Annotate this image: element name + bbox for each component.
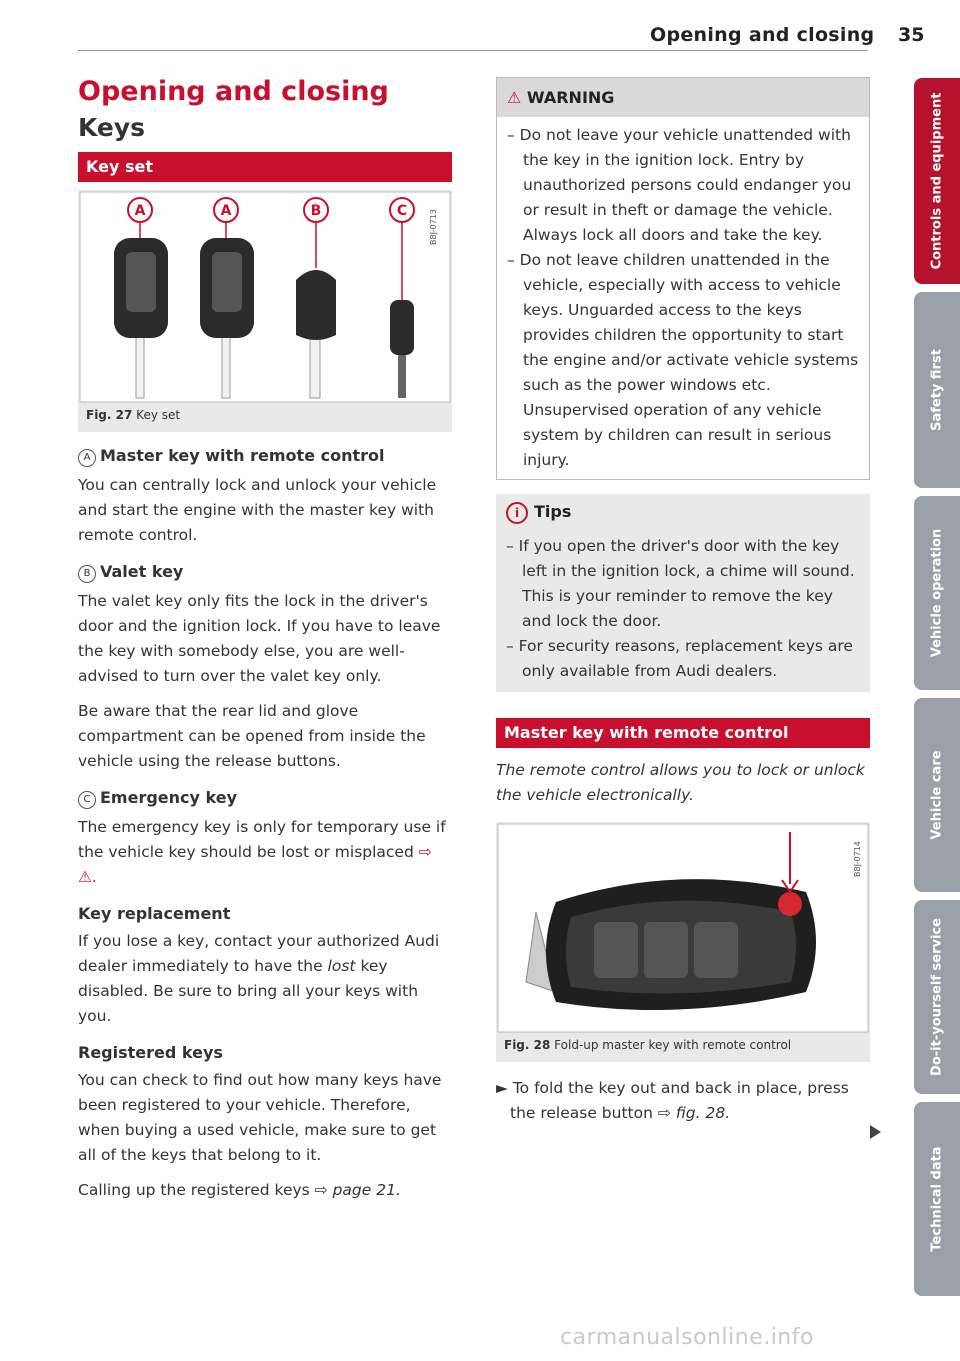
figure-28-caption: Fig. 28 Fold-up master key with remote control bbox=[504, 1038, 792, 1052]
figure-27 bbox=[78, 190, 452, 432]
registered-keys-text: You can check to find out how many keys have been registered to your vehicle. Therefore, when buying a used vehicle, make sure to get all of the keys that belong to it. bbox=[78, 1071, 442, 1164]
remote-key-image bbox=[496, 822, 870, 1034]
key-set-illustration bbox=[78, 190, 452, 404]
section-bar-key-set: Key set bbox=[78, 152, 452, 182]
key-replacement-text: If you lose a key, contact your authorized Audi dealer immediately to have the lost key disabled. Be sure to bring all your keys with you. bbox=[78, 932, 440, 1025]
sidebar-tab-care[interactable]: Vehicle care bbox=[914, 698, 960, 892]
callout-c: C bbox=[396, 203, 408, 219]
tips-body bbox=[496, 532, 870, 692]
tips-item-2: – For security reasons, replacement keys are only available from Audi dealers. bbox=[506, 637, 853, 680]
marker-a-icon: A bbox=[78, 449, 96, 467]
page-number: 35 bbox=[898, 24, 925, 46]
left-column bbox=[78, 70, 452, 1213]
sidebar-tab-technical[interactable]: Technical data bbox=[914, 1102, 960, 1296]
warning-ref-link[interactable]: ⇨ ⚠. bbox=[78, 843, 432, 886]
valet-key-heading: B Valet key bbox=[78, 562, 452, 583]
info-icon: i bbox=[506, 502, 528, 524]
master-key-text: You can centrally lock and unlock your vehicle and start the engine with the master key with remote control. bbox=[78, 476, 437, 544]
valet-key-text-2: Be aware that the rear lid and glove compartment can be opened from inside the vehicle using the release buttons. bbox=[78, 702, 426, 770]
callout-b: B bbox=[310, 203, 322, 219]
emergency-key-heading: C Emergency key bbox=[78, 788, 452, 809]
registered-keys-call: Calling up the registered keys ⇨ page 21. bbox=[78, 1181, 401, 1199]
master-key-intro: The remote control allows you to lock or unlock the vehicle electronically. bbox=[496, 761, 865, 804]
running-title: Opening and closing bbox=[650, 24, 875, 46]
sidebar-tab-operation[interactable]: Vehicle operation bbox=[914, 496, 960, 690]
callout-a1: A bbox=[134, 203, 146, 219]
registered-keys-heading: Registered keys bbox=[78, 1043, 223, 1062]
section-title: Keys bbox=[78, 113, 146, 142]
warning-box bbox=[496, 77, 870, 480]
tips-item-1: – If you open the driver's door with the key left in the ignition lock, a chime will sound. This is your reminder to remove the key and lock the door. bbox=[506, 537, 855, 630]
fig-ref-link[interactable]: ⇨ fig. 28. bbox=[657, 1104, 731, 1122]
sidebar-tab-safety[interactable]: Safety first bbox=[914, 292, 960, 488]
tips-header: i Tips bbox=[496, 494, 870, 532]
sidebar-tab-controls[interactable]: Controls and equipment bbox=[914, 78, 960, 284]
warning-header: ⚠ WARNING bbox=[497, 78, 869, 117]
emergency-key-text: The emergency key is only for temporary use if the vehicle key should be lost or misplaced ⇨ ⚠. bbox=[78, 818, 446, 886]
tips-box bbox=[496, 494, 870, 692]
figure-28 bbox=[496, 822, 870, 1062]
figure-28-code: B8J-0714 bbox=[853, 841, 862, 877]
figure-code: B8J-0713 bbox=[429, 209, 438, 245]
section-bar-master-key: Master key with remote control bbox=[496, 718, 870, 748]
watermark: carmanualsonline.info bbox=[560, 1325, 814, 1350]
chapter-title: Opening and closing bbox=[78, 76, 389, 107]
warning-item-1: – Do not leave your vehicle unattended with the key in the ignition lock. Entry by unauthorized persons could endanger you or result in theft or damage the vehicle. Always lock all doors and take the key. bbox=[507, 126, 852, 244]
marker-b-icon: B bbox=[78, 565, 96, 583]
callout-a2: A bbox=[220, 203, 232, 219]
marker-c-icon: C bbox=[78, 791, 96, 809]
master-key-heading: A Master key with remote control bbox=[78, 446, 452, 467]
key-set-image bbox=[78, 190, 452, 404]
right-column bbox=[496, 77, 870, 1136]
valet-key-text-1: The valet key only fits the lock in the driver's door and the ignition lock. If you have to leave the key with somebody else, you are well-advised to turn over the valet key only. bbox=[78, 592, 441, 685]
header-rule bbox=[78, 50, 868, 51]
continue-arrow-icon bbox=[870, 1125, 881, 1139]
figure-27-caption: Fig. 27 Key set bbox=[86, 408, 181, 422]
remote-key-illustration bbox=[496, 822, 870, 1034]
warning-body bbox=[497, 117, 869, 479]
warning-triangle-icon: ⚠ bbox=[507, 88, 522, 107]
sidebar-tab-diy[interactable]: Do-it-yourself service bbox=[914, 900, 960, 1094]
fold-key-step: ► To fold the key out and back in place, press the release button ⇨ fig. 28. bbox=[496, 1079, 849, 1122]
warning-item-2: – Do not leave children unattended in the vehicle, especially with access to vehicle keys. Unguarded access to the keys provides children the opportunity to start the engine and/or activate vehicle systems such as the power windows etc. Unsupervised operation of any vehicle system by children can result in serious injury. bbox=[507, 251, 859, 469]
page-ref-link[interactable]: ⇨ page 21. bbox=[314, 1181, 401, 1199]
key-replacement-heading: Key replacement bbox=[78, 904, 231, 923]
